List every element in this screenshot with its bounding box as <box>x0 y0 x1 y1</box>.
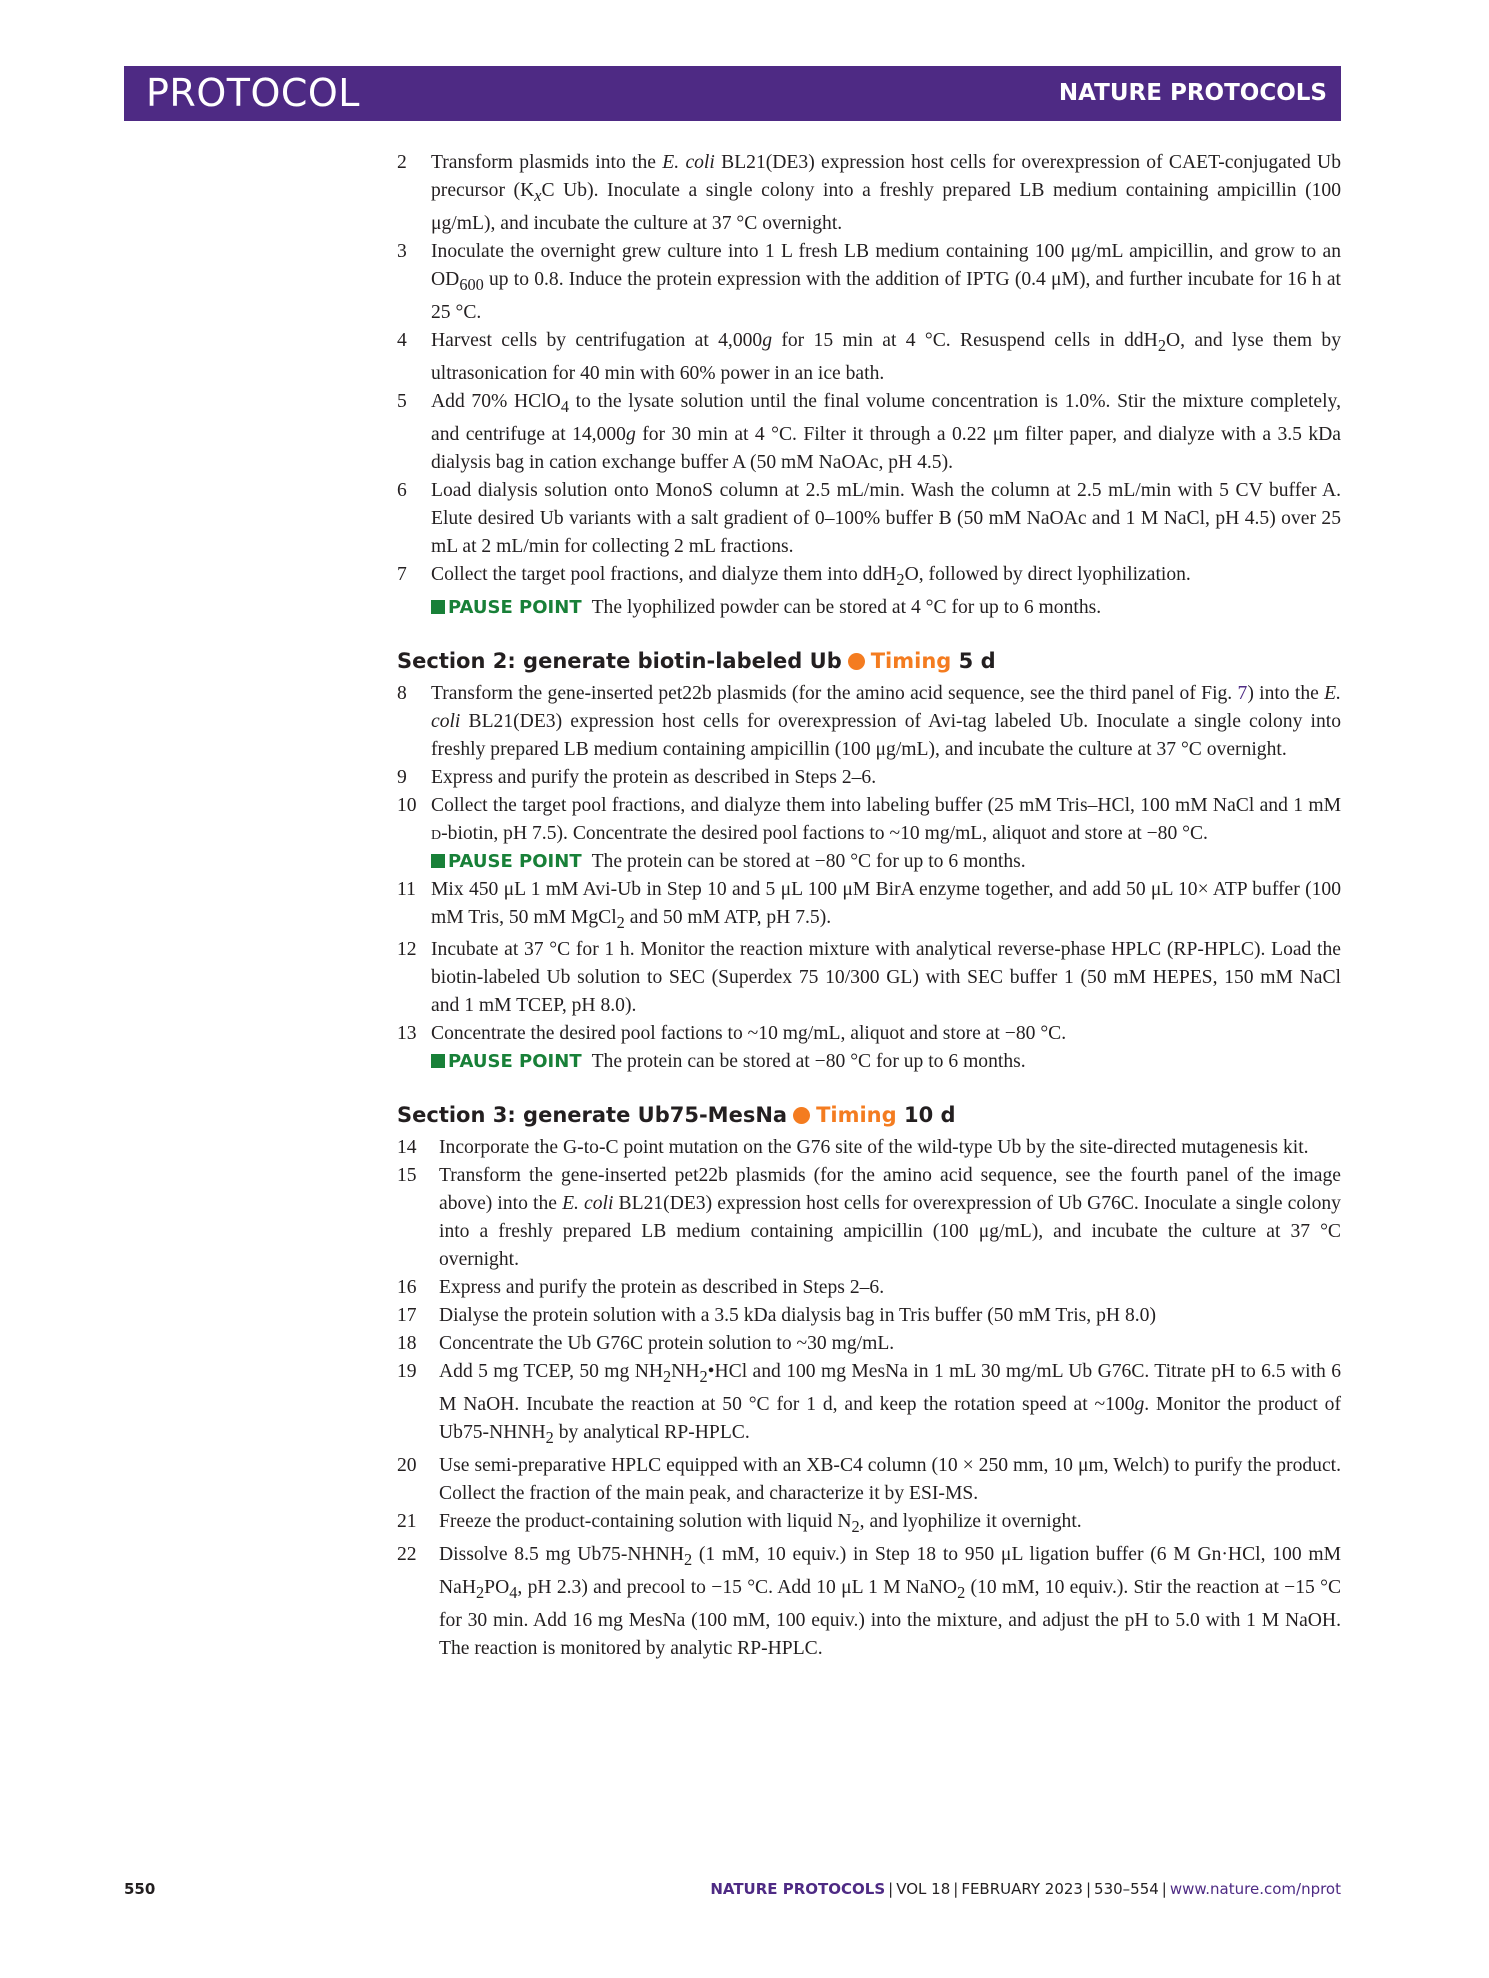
step-9 <box>397 764 1341 792</box>
step-2 <box>397 149 1341 238</box>
step-number: 16 <box>397 1277 417 1299</box>
timing-dot-icon <box>793 1107 810 1124</box>
page-number: 550 <box>124 1880 156 1898</box>
article-type: PROTOCOL <box>146 71 360 115</box>
step-4 <box>397 327 1341 388</box>
main-content <box>397 149 1341 1663</box>
step-15 <box>397 1162 1341 1274</box>
step-text: Transform plasmids into the E. coli BL21(DE3) expression host cells for overexpression of CAET-conjugated Ub precursor ($K_xC$ Ub). Inoculate a single colony into a freshly prepared LB medium containing ampicillin (100 μg/mL), and incubate the culture at 37 °C overnight. <box>431 152 1341 234</box>
section-3-title: Section 3: generate Ub75-MesNa <box>397 1103 788 1128</box>
step-number: 9 <box>397 766 407 788</box>
step-number: 14 <box>397 1137 417 1159</box>
pause-point-text: The protein can be stored at −80 °C for up to 6 months. <box>591 1051 1026 1073</box>
step-list-section-1 <box>397 149 1341 622</box>
footer-date: FEBRUARY 2023 <box>961 1880 1083 1898</box>
step-11 <box>397 876 1341 937</box>
step-18 <box>397 1330 1341 1358</box>
step-list-section-2 <box>397 680 1341 1077</box>
step-12 <box>397 936 1341 1020</box>
step-text: Transform the gene-inserted pet22b plasmids (for the amino acid sequence, see the fourth panel of the image above) into the E. coli BL21(DE3) expression host cells for overexpression of Ub G76C. Inoculate a single colony into a freshly prepared LB medium containing ampicillin (100 μg/mL), and incubate the culture at 37 °C overnight. <box>439 1165 1341 1271</box>
pause-point-label: PAUSE POINT <box>448 1051 582 1073</box>
step-16 <box>397 1274 1341 1302</box>
step-number: 8 <box>397 682 407 704</box>
header-bar <box>124 66 1341 121</box>
pause-point-text: The lyophilized powder can be stored at 4 °C for up to 6 months. <box>591 596 1102 618</box>
timing-label: Timing <box>870 648 952 673</box>
step-number: 19 <box>397 1361 417 1383</box>
pause-square-icon <box>431 1054 445 1068</box>
step-number: 6 <box>397 479 407 501</box>
section-3-timing-value: 10 d <box>903 1103 956 1128</box>
step-8 <box>397 680 1341 764</box>
step-text: Load dialysis solution onto MonoS column at 2.5 mL/min. Wash the column at 2.5 mL/min with 5 CV buffer A. Elute desired Ub variants with a salt gradient of 0–100% buffer B (50 mM NaOAc and 1 M NaCl, pH 4.5) over 25 mL at 2 mL/min for collecting 2 mL fractions. <box>431 479 1341 557</box>
step-text: Dissolve 8.5 mg $Ub75-NHNH_2$ (1 mM, 10 equiv.) in Step 18 to 950 μL ligation buffer (6 M Gn·HCl, 100 mM $NaH_2PO_4$, pH 2.3) and precool to −15 °C. Add 10 μL 1 M NaNO$_2$ (10 mM, 10 equiv.). Stir the reaction at −15 °C for 30 min. Add 16 mg MesNa (100 mM, 100 equiv.) into the mixture, and adjust the pH to 5.0 with 1 M NaOH. The reaction is monitored by analytic RP-HPLC. <box>439 1544 1342 1659</box>
footer-url[interactable]: www.nature.com/nprot <box>1169 1880 1341 1898</box>
step-7 <box>397 561 1341 622</box>
step-text: Incorporate the G-to-C point mutation on the G76 site of the wild-type Ub by the site-directed mutagenesis kit. <box>439 1137 1309 1159</box>
step-3 <box>397 238 1341 327</box>
step-17 <box>397 1302 1341 1330</box>
step-text: Express and purify the protein as described in Steps 2–6. <box>439 1277 885 1299</box>
step-10 <box>397 792 1341 876</box>
step-text: Transform the gene-inserted pet22b plasmids (for the amino acid sequence, see the third panel of Fig. 7) into the E. coli BL21(DE3) expression host cells for overexpression of Avi-tag labeled Ub. Inoculate a single colony into freshly prepared LB medium containing ampicillin (100 μg/mL), and incubate the culture at 37 °C overnight. <box>431 682 1342 760</box>
section-2-title: Section 2: generate biotin-labeled Ub <box>397 648 842 673</box>
step-text: Mix 450 μL 1 mM Avi-Ub in Step 10 and 5 μL 100 μM BirA enzyme together, and add 50 μL 10× ATP buffer (100 mM Tris, 50 mM MgCl$_2$ and 50 mM ATP, pH 7.5). <box>431 878 1341 932</box>
step-text: Freeze the product-containing solution with liquid $N_2$, and lyophilize it overnight. <box>439 1511 1082 1537</box>
pause-point <box>431 1048 1341 1076</box>
step-6 <box>397 477 1341 561</box>
section-3-heading <box>397 1100 1341 1130</box>
step-number: 18 <box>397 1333 417 1355</box>
pause-point-label: PAUSE POINT <box>448 596 582 618</box>
step-text: Concentrate the desired pool factions to ~10 mg/mL, aliquot and store at −80 °C. <box>431 1023 1067 1045</box>
step-text: Collect the target pool fractions, and dialyze them into ddH$_2$O, followed by direct lyophilization. <box>431 563 1191 589</box>
step-number: 22 <box>397 1544 417 1566</box>
step-22 <box>397 1541 1341 1663</box>
step-20 <box>397 1452 1341 1508</box>
pause-square-icon <box>431 854 445 868</box>
step-text: Collect the target pool fractions, and dialyze them into labeling buffer (25 mM Tris–HCl, 100 mM NaCl and 1 mM d-biotin, pH 7.5). Concentrate the desired pool factions to ~10 mg/mL, aliquot and store at −80 °C. <box>431 794 1341 844</box>
step-number: 7 <box>397 563 407 585</box>
step-text: Dialyse the protein solution with a 3.5 kDa dialysis bag in Tris buffer (50 mM Tris, pH 8.0) <box>439 1305 1156 1327</box>
section-2-heading <box>397 646 1341 676</box>
pause-point-text: The protein can be stored at −80 °C for up to 6 months. <box>591 850 1026 872</box>
step-text: Add 5 mg TCEP, 50 mg $NH_2NH_2•HCl$ and 100 mg MesNa in 1 mL 30 mg/mL Ub G76C. Titrate pH to 6.5 with 6 M NaOH. Incubate the reaction at 50 °C for 1 d, and keep the rotation speed at ~100g. Monitor the product of $Ub75-NHNH_2$ by analytical RP-HPLC. <box>439 1361 1341 1448</box>
step-text: Incubate at 37 °C for 1 h. Monitor the reaction mixture with analytical reverse-phase HPLC (RP-HPLC). Load the biotin-labeled Ub solution to SEC (Superdex 75 10/300 GL) with SEC buffer 1 (50 mM HEPES, 150 mM NaCl and 1 mM TCEP, pH 8.0). <box>431 939 1341 1017</box>
footer-journal: NATURE PROTOCOLS <box>710 1880 886 1898</box>
step-number: 3 <box>397 240 407 262</box>
section-2-timing-value: 5 d <box>958 648 996 673</box>
step-number: 2 <box>397 152 407 173</box>
step-21 <box>397 1508 1341 1541</box>
step-19 <box>397 1358 1341 1452</box>
step-number: 10 <box>397 794 417 816</box>
timing-dot-icon <box>848 653 865 670</box>
step-13 <box>397 1020 1341 1076</box>
step-5 <box>397 388 1341 477</box>
footer-volume: VOL 18 <box>896 1880 951 1898</box>
pause-point <box>431 848 1341 876</box>
step-number: 17 <box>397 1305 417 1327</box>
footer-pages: 530–554 <box>1094 1880 1159 1898</box>
timing-label: Timing <box>816 1103 897 1128</box>
step-number: 12 <box>397 939 417 961</box>
pause-point-label: PAUSE POINT <box>448 850 582 872</box>
step-number: 13 <box>397 1023 417 1045</box>
footer-citation: NATURE PROTOCOLS | VOL 18 | FEBRUARY 2023 | 530–554 | www.nature.com/nprot <box>710 1880 1341 1898</box>
pause-point <box>431 594 1341 622</box>
step-number: 11 <box>397 878 416 900</box>
step-text: Concentrate the Ub G76C protein solution to ~30 mg/mL. <box>439 1333 895 1355</box>
step-text: Use semi-preparative HPLC equipped with an XB-C4 column (10 × 250 mm, 10 μm, Welch) to purify the product. Collect the fraction of the main peak, and characterize it by ESI-MS. <box>439 1455 1341 1505</box>
step-text: Add 70% HClO$_4$ to the lysate solution until the final volume concentration is 1.0%. Stir the mixture completely, and centrifuge at 14,000g for 30 min at 4 °C. Filter it through a 0.22 μm filter paper, and dialyze with a 3.5 kDa dialysis bag in cation exchange buffer A (50 mM NaOAc, pH 4.5). <box>431 390 1341 473</box>
step-14 <box>397 1134 1341 1162</box>
step-number: 21 <box>397 1511 417 1533</box>
step-number: 4 <box>397 329 407 351</box>
step-number: 15 <box>397 1165 417 1187</box>
journal-name: NATURE PROTOCOLS <box>1058 80 1327 106</box>
step-text: Express and purify the protein as described in Steps 2–6. <box>431 766 877 788</box>
step-number: 5 <box>397 390 407 412</box>
step-text: Inoculate the overnight grew culture into 1 L fresh LB medium containing 100 μg/mL ampicillin, and grow to an $OD_{600}$ up to 0.8. Induce the protein expression with the addition of IPTG (0.4 μM), and further incubate for 16 h at 25 °C. <box>431 240 1341 323</box>
step-list-section-3 <box>397 1134 1341 1663</box>
step-text: Harvest cells by centrifugation at 4,000g for 15 min at 4 °C. Resuspend cells in ddH$_2$O, and lyse them by ultrasonication for 40 min with 60% power in an ice bath. <box>431 329 1341 384</box>
pause-square-icon <box>431 600 445 614</box>
step-number: 20 <box>397 1455 417 1477</box>
